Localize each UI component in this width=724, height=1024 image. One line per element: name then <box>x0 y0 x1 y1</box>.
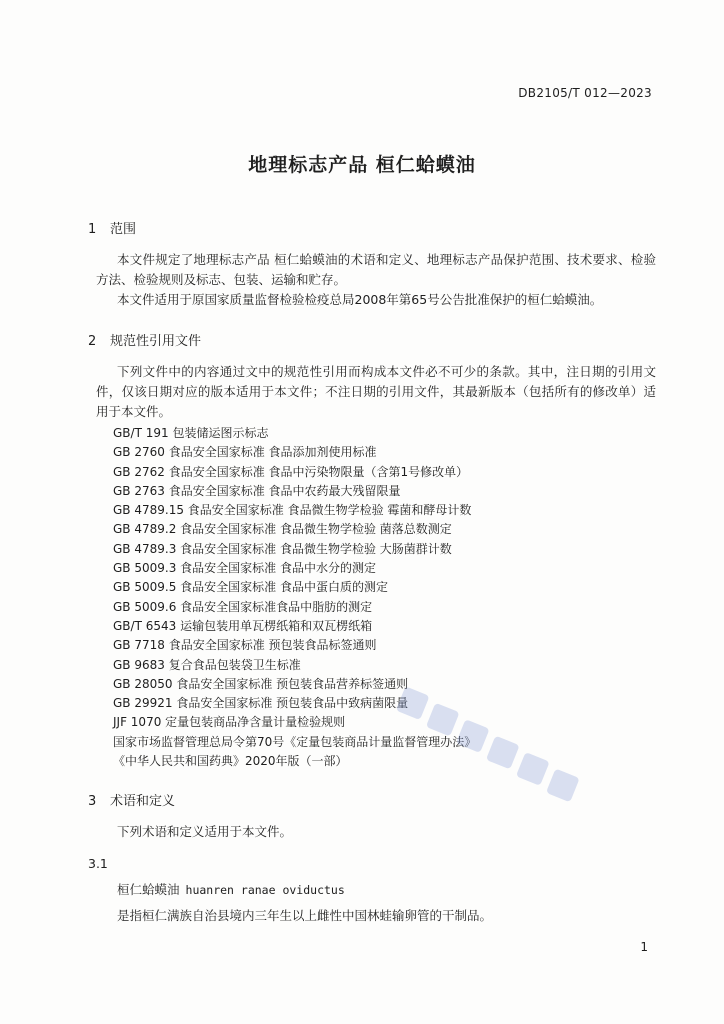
term-name <box>117 880 345 898</box>
section-heading-references <box>88 330 201 349</box>
scope-paragraph-2: 本文件适用于原国家质量监督检验检疫总局2008年第65号公告批准保护的桓仁蛤蟆油。 <box>117 292 603 307</box>
term-name-zh: 桓仁蛤蟆油 <box>117 882 180 897</box>
section-heading-terms <box>88 790 175 809</box>
reference-item: GB 2760 食品安全国家标准 食品添加剂使用标准 <box>113 445 377 460</box>
reference-item: GB 7718 食品安全国家标准 预包装食品标签通则 <box>113 638 377 653</box>
section-title: 术语和定义 <box>110 794 176 809</box>
scope-paragraph-1: 本文件规定了地理标志产品 桓仁蛤蟆油的术语和定义、地理标志产品保护范围、技术要求、检验方法、检验规则及标志、包装、运输和贮存。 <box>96 252 656 287</box>
references-intro: 下列文件中的内容通过文中的规范性引用而构成本文件必不可少的条款。其中，注日期的引用文件，仅该日期对应的版本适用于本文件；不注日期的引用文件，其最新版本（包括所有的修改单）适用于本文件。 <box>96 364 656 419</box>
reference-item: GB/T 6543 运输包装用单瓦楞纸箱和双瓦楞纸箱 <box>113 618 373 633</box>
reference-item: GB 5009.6 食品安全国家标准食品中脂肪的测定 <box>113 599 373 614</box>
reference-item: GB 5009.5 食品安全国家标准 食品中蛋白质的测定 <box>113 580 388 595</box>
term-number: 3.1 <box>88 856 108 871</box>
section-title: 范围 <box>110 222 137 237</box>
reference-item: GB 29921 食品安全国家标准 预包装食品中致病菌限量 <box>113 696 409 711</box>
reference-item: GB 5009.3 食品安全国家标准 食品中水分的测定 <box>113 561 376 576</box>
section-heading-scope <box>88 218 136 237</box>
reference-item: GB 2762 食品安全国家标准 食品中污染物限量（含第1号修改单） <box>113 464 469 479</box>
section-number: 3 <box>88 794 97 809</box>
section-number: 2 <box>88 334 97 349</box>
reference-item: 《中华人民共和国药典》2020年版（一部） <box>113 754 348 769</box>
page-number: 1 <box>640 940 648 954</box>
section-title: 规范性引用文件 <box>110 334 202 349</box>
reference-item: 国家市场监督管理总局令第70号《定量包装商品计量监督管理办法》 <box>113 734 477 749</box>
reference-item: GB 2763 食品安全国家标准 食品中农药最大残留限量 <box>113 483 401 498</box>
section-number: 1 <box>88 222 97 237</box>
reference-item: GB 4789.15 食品安全国家标准 食品微生物学检验 霉菌和酵母计数 <box>113 503 472 518</box>
term-definition: 是指桓仁满族自治县境内三年生以上雌性中国林蛙输卵管的干制品。 <box>117 908 493 923</box>
reference-item: GB 9683 复合食品包装袋卫生标准 <box>113 657 301 672</box>
terms-intro: 下列术语和定义适用于本文件。 <box>117 824 293 839</box>
reference-item: GB 28050 食品安全国家标准 预包装食品营养标签通则 <box>113 676 409 691</box>
reference-item: GB 4789.3 食品安全国家标准 食品微生物学检验 大肠菌群计数 <box>113 541 452 556</box>
reference-list <box>113 424 476 771</box>
document-title: 地理标志产品 桓仁蛤蟆油 <box>248 154 476 176</box>
reference-item: GB 4789.2 食品安全国家标准 食品微生物学检验 菌落总数测定 <box>113 522 452 537</box>
term-name-en: huanren ranae oviductus <box>185 883 345 897</box>
reference-item: JJF 1070 定量包装商品净含量计量检验规则 <box>113 715 346 730</box>
reference-item: GB/T 191 包装储运图示标志 <box>113 426 269 440</box>
document-code: DB2105/T 012—2023 <box>518 86 652 100</box>
